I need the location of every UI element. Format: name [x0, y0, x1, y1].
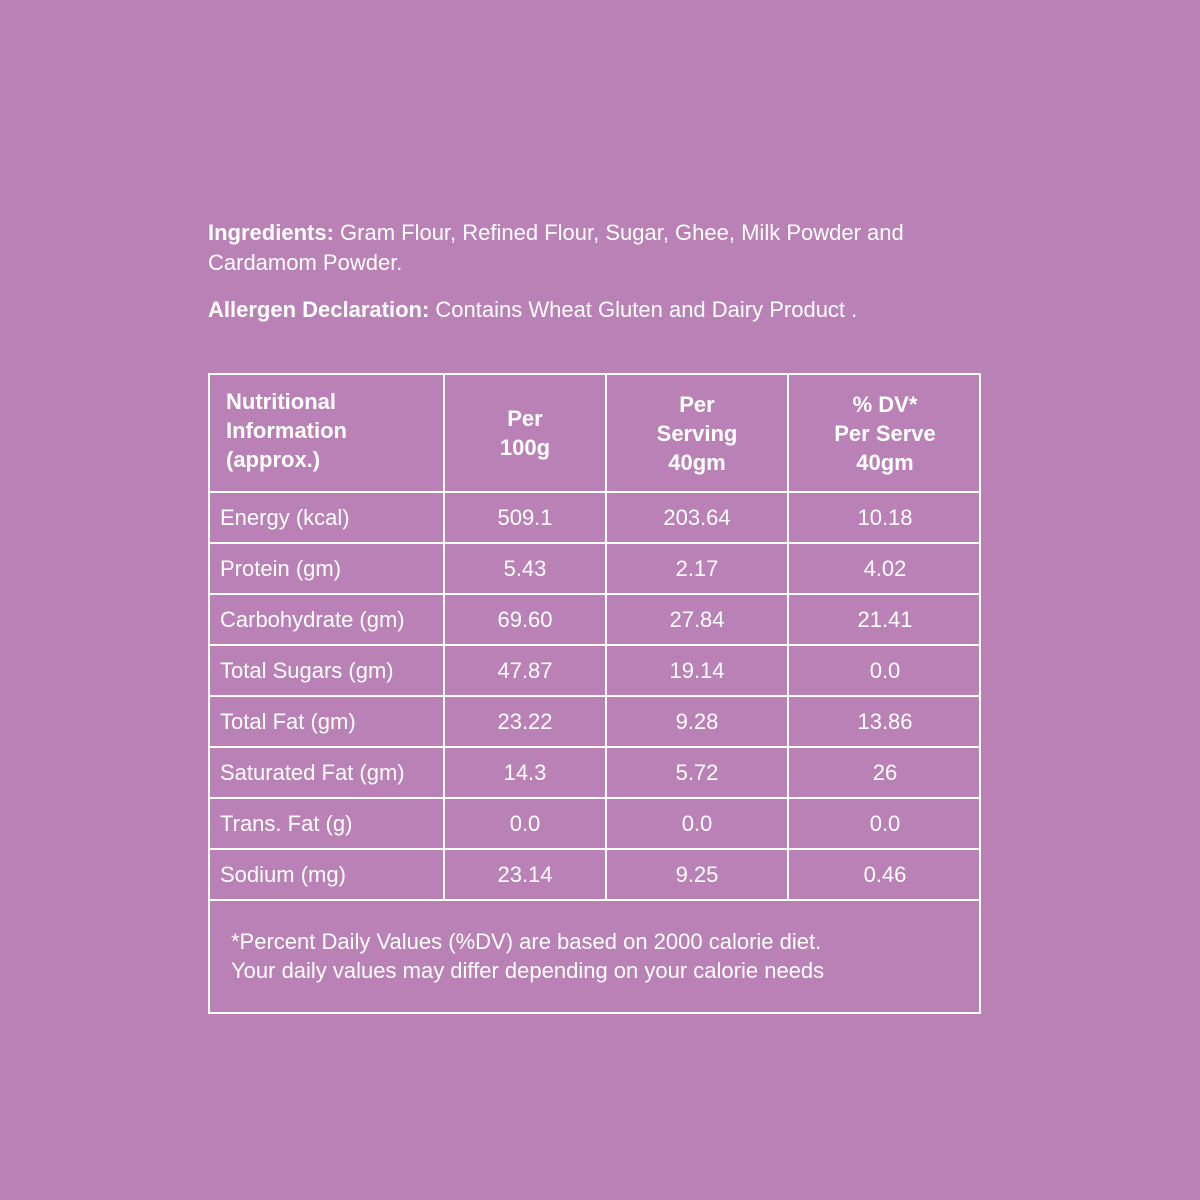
nutrient-label: Total Sugars (gm): [210, 645, 444, 696]
value-per-serving: 9.25: [606, 849, 788, 900]
header-nutritional-information: Nutritional Information (approx.): [210, 375, 444, 492]
nutrition-table: [210, 375, 981, 901]
ingredients-text: Gram Flour, Refined Flour, Sugar, Ghee, Milk Powder and Cardamom Powder.: [208, 220, 904, 275]
value-per-100g: 69.60: [444, 594, 606, 645]
nutrient-label: Saturated Fat (gm): [210, 747, 444, 798]
allergen-label: Allergen Declaration:: [208, 297, 430, 322]
value-percent-dv: 4.02: [788, 543, 981, 594]
header-per-serving: Per Serving 40gm: [606, 375, 788, 492]
value-per-100g: 14.3: [444, 747, 606, 798]
value-percent-dv: 21.41: [788, 594, 981, 645]
value-percent-dv: 0.46: [788, 849, 981, 900]
header-per-100g: Per 100g: [444, 375, 606, 492]
value-per-100g: 0.0: [444, 798, 606, 849]
table-row: [210, 849, 981, 900]
value-per-serving: 0.0: [606, 798, 788, 849]
nutrition-panel: [208, 373, 981, 1014]
footnote-line: Your daily values may differ depending on your calorie needs: [231, 958, 825, 983]
value-per-100g: 23.14: [444, 849, 606, 900]
value-per-100g: 47.87: [444, 645, 606, 696]
table-header-row: [210, 375, 981, 492]
table-row: [210, 543, 981, 594]
value-per-serving: 5.72: [606, 747, 788, 798]
value-percent-dv: 10.18: [788, 492, 981, 543]
product-info: [208, 218, 1008, 325]
allergen-text: Contains Wheat Gluten and Dairy Product .: [429, 297, 858, 322]
value-percent-dv: 0.0: [788, 645, 981, 696]
value-percent-dv: 26: [788, 747, 981, 798]
nutrient-label: Total Fat (gm): [210, 696, 444, 747]
value-per-serving: 9.28: [606, 696, 788, 747]
value-per-100g: 5.43: [444, 543, 606, 594]
table-row: [210, 747, 981, 798]
nutrient-label: Sodium (mg): [210, 849, 444, 900]
value-percent-dv: 13.86: [788, 696, 981, 747]
value-per-serving: 2.17: [606, 543, 788, 594]
header-percent-dv: % DV* Per Serve 40gm: [788, 375, 981, 492]
table-row: [210, 645, 981, 696]
value-per-serving: 19.14: [606, 645, 788, 696]
dv-footnote: [210, 901, 979, 985]
nutrient-label: Energy (kcal): [210, 492, 444, 543]
nutrient-label: Carbohydrate (gm): [210, 594, 444, 645]
allergen-statement: [208, 295, 1008, 325]
nutrient-label: Protein (gm): [210, 543, 444, 594]
table-row: [210, 696, 981, 747]
value-per-100g: 23.22: [444, 696, 606, 747]
table-row: [210, 594, 981, 645]
table-row: [210, 492, 981, 543]
value-per-100g: 509.1: [444, 492, 606, 543]
value-per-serving: 203.64: [606, 492, 788, 543]
ingredients-statement: [208, 218, 1008, 278]
value-per-serving: 27.84: [606, 594, 788, 645]
ingredients-label: Ingredients:: [208, 220, 334, 245]
footnote-line: *Percent Daily Values (%DV) are based on 2000 calorie diet.: [231, 929, 822, 954]
nutrient-label: Trans. Fat (g): [210, 798, 444, 849]
value-percent-dv: 0.0: [788, 798, 981, 849]
table-row: [210, 798, 981, 849]
